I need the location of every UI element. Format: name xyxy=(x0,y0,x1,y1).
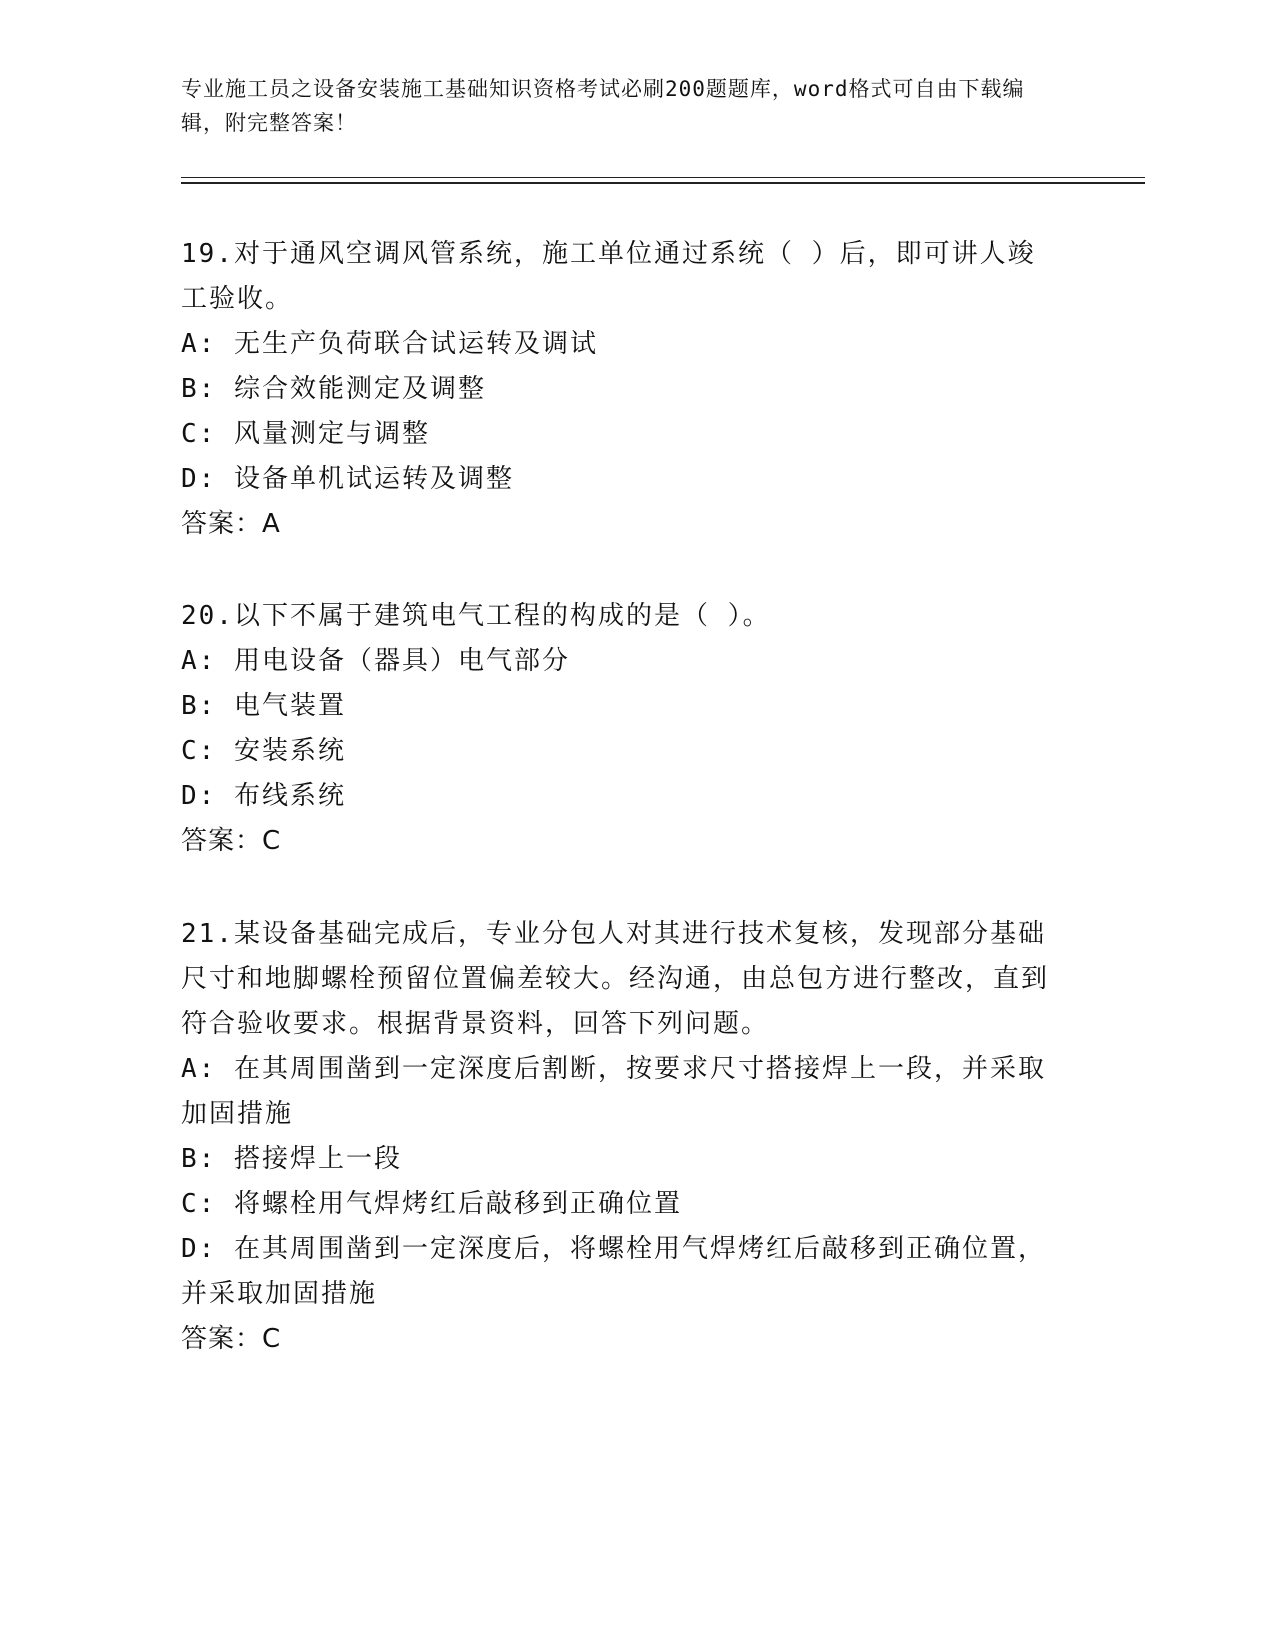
option-c: C: 将螺栓用气焊烤红后敲移到正确位置 xyxy=(181,1189,682,1219)
question-stem: 19.对于通风空调风管系统，施工单位通过系统（ ）后，即可讲人竣工验收。 xyxy=(181,239,1036,314)
document-header: 专业施工员之设备安装施工基础知识资格考试必刷200题题库，word格式可自由下载编辑，附完整答案！ xyxy=(181,77,1025,135)
option-c: C: 安装系统 xyxy=(181,736,346,766)
option-c: C: 风量测定与调整 xyxy=(181,419,430,449)
option-b: B: 搭接焊上一段 xyxy=(181,1144,402,1174)
option-b: B: 综合效能测定及调整 xyxy=(181,374,486,404)
option-d: D: 布线系统 xyxy=(181,781,346,811)
option-d: D: 在其周围凿到一定深度后，将螺栓用气焊烤红后敲移到正确位置，并采取加固措施 xyxy=(181,1234,1046,1309)
question-stem: 21.某设备基础完成后，专业分包人对其进行技术复核，发现部分基础尺寸和地脚螺栓预留位置偏差较大。经沟通，由总包方进行整改，直到符合验收要求。根据背景资料，回答下列问题。 xyxy=(181,919,1050,1039)
answer: 答案：A xyxy=(181,509,281,539)
answer: 答案：C xyxy=(181,1324,282,1354)
question-21 xyxy=(181,912,1061,1362)
option-a: A: 无生产负荷联合试运转及调试 xyxy=(181,329,598,359)
option-d: D: 设备单机试运转及调整 xyxy=(181,464,514,494)
option-a: A: 在其周围凿到一定深度后割断，按要求尺寸搭接焊上一段，并采取加固措施 xyxy=(181,1054,1046,1129)
question-19 xyxy=(181,232,1061,547)
header-divider-thick xyxy=(181,182,1145,184)
answer: 答案：C xyxy=(181,826,282,856)
option-b: B: 电气装置 xyxy=(181,691,346,721)
option-a: A: 用电设备（器具）电气部分 xyxy=(181,646,570,676)
header-divider-thin xyxy=(181,177,1145,178)
question-stem: 20.以下不属于建筑电气工程的构成的是（ ）。 xyxy=(181,601,771,631)
question-20 xyxy=(181,594,1061,864)
